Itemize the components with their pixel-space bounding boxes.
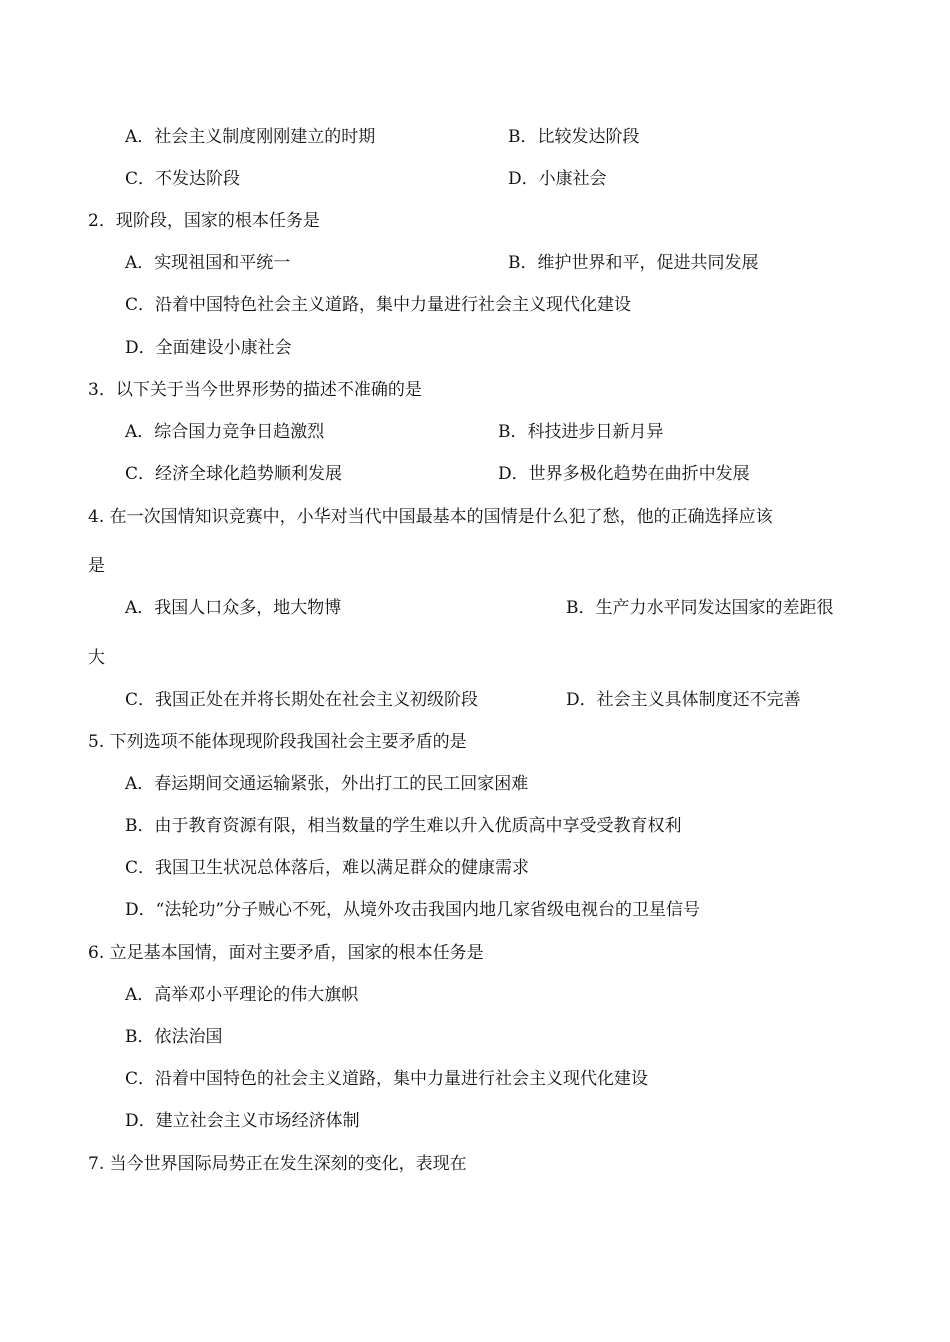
q1-option-d: D．小康社会: [508, 169, 607, 189]
q4-option-b-line1: B．生产力水平同发达国家的差距很: [566, 598, 834, 618]
q3-option-d: D．世界多极化趋势在曲折中发展: [498, 464, 750, 484]
q4-stem-line1: 4. 在一次国情知识竞赛中，小华对当代中国最基本的国情是什么犯了愁，他的正确选择应该: [88, 507, 773, 527]
q4-option-c: C．我国正处在并将长期处在社会主义初级阶段: [125, 690, 479, 710]
q4-option-d: D．社会主义具体制度还不完善: [566, 690, 801, 710]
q3-stem: 3．以下关于当今世界形势的描述不准确的是: [88, 380, 422, 400]
q5-option-c: C．我国卫生状况总体落后，难以满足群众的健康需求: [125, 858, 530, 878]
q2-option-d: D．全面建设小康社会: [125, 338, 292, 358]
q4-option-a: A．我国人口众多，地大物博: [125, 598, 342, 618]
q6-option-b: B．依法治国: [125, 1027, 223, 1047]
q3-option-c: C．经济全球化趋势顺利发展: [125, 464, 343, 484]
q1-option-b: B．比较发达阶段: [508, 127, 640, 147]
q7-stem: 7. 当今世界国际局势正在发生深刻的变化，表现在: [88, 1154, 467, 1174]
q2-option-c: C．沿着中国特色社会主义道路，集中力量进行社会主义现代化建设: [125, 295, 632, 315]
q2-option-b: B．维护世界和平，促进共同发展: [508, 253, 759, 273]
q6-stem: 6. 立足基本国情，面对主要矛盾，国家的根本任务是: [88, 943, 484, 963]
q1-option-c: C．不发达阶段: [125, 169, 241, 189]
q4-stem-line2: 是: [88, 556, 105, 576]
q2-option-a: A．实现祖国和平统一: [125, 253, 291, 273]
q1-option-a: A．社会主义制度刚刚建立的时期: [125, 127, 376, 147]
q3-option-b: B．科技进步日新月异: [498, 422, 664, 442]
q3-option-a: A．综合国力竞争日趋激烈: [125, 422, 325, 442]
q5-option-a: A．春运期间交通运输紧张，外出打工的民工回家困难: [125, 774, 529, 794]
q6-option-d: D．建立社会主义市场经济体制: [125, 1111, 360, 1131]
q5-stem: 5. 下列选项不能体现现阶段我国社会主要矛盾的是: [88, 732, 467, 752]
q6-option-c: C．沿着中国特色的社会主义道路，集中力量进行社会主义现代化建设: [125, 1069, 649, 1089]
q2-stem: 2．现阶段，国家的根本任务是: [88, 211, 320, 231]
q5-option-d: D．“法轮功”分子贼心不死，从境外攻击我国内地几家省级电视台的卫星信号: [125, 900, 701, 920]
q4-option-b-line2: 大: [88, 648, 105, 668]
q6-option-a: A．高举邓小平理论的伟大旗帜: [125, 985, 359, 1005]
q5-option-b: B．由于教育资源有限，相当数量的学生难以升入优质高中享受受教育权利: [125, 816, 682, 836]
